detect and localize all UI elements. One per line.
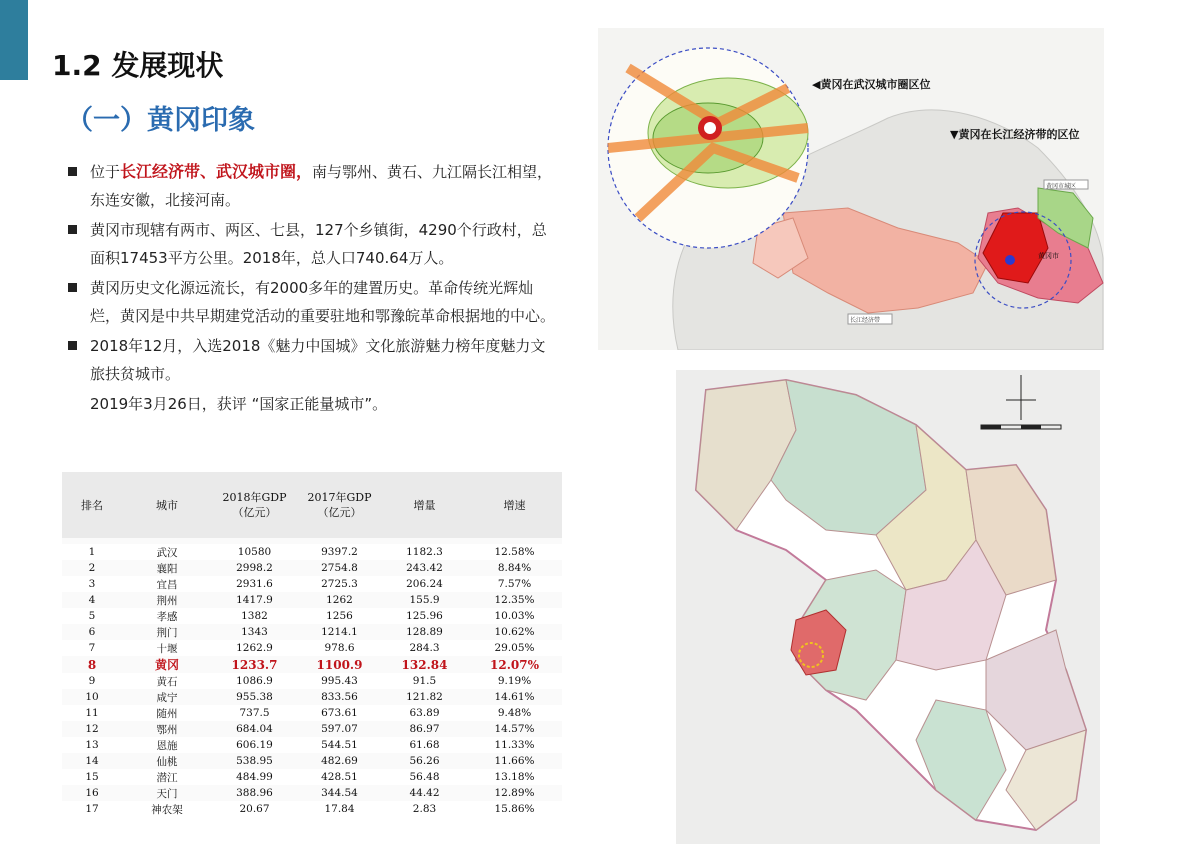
header-increase: 增量: [382, 472, 467, 538]
cell-city: 鄂州: [122, 721, 212, 737]
bullet-square-icon: [68, 341, 77, 350]
cell-increase: 206.24: [406, 578, 443, 590]
table-row: [62, 753, 562, 769]
cell-gdp-2018: 1417.9: [212, 592, 297, 608]
table-row: [62, 785, 562, 801]
cell-growth: 29.05%: [494, 642, 535, 654]
bullet-text: 黄冈市现辖有两市、两区、七县，127个乡镇街，4290个行政村，总面积17453平方公里。2018年，总人口740.64万人。: [90, 221, 547, 267]
bullet-text: 2018年12月，入选2018《魅力中国城》文化旅游魅力榜年度魅力文旅扶贫城市。: [90, 337, 546, 383]
bullet-square-icon: [68, 167, 77, 176]
cell-rank: 10: [62, 689, 122, 705]
cell-gdp-2017: 995.43: [321, 675, 358, 687]
cell-gdp-2017: 2725.3: [321, 578, 358, 590]
cell-increase: 91.5: [412, 675, 437, 687]
cell-rank: 2: [62, 560, 122, 576]
cell-rank: 13: [85, 739, 99, 751]
cell-increase: 61.68: [409, 739, 440, 751]
cell-rank: 12: [62, 721, 122, 737]
map-label-wuhan-circle: ◀黄冈在武汉城市圈区位: [812, 78, 931, 91]
bullet-administration: [66, 216, 556, 272]
cell-city: 天门: [122, 785, 212, 801]
cell-gdp-2017: 597.07: [297, 721, 382, 737]
cell-gdp-2017: 1256: [326, 610, 353, 622]
cell-city: 宜昌: [156, 578, 178, 591]
cell-gdp-2018: 20.67: [239, 803, 270, 815]
cell-city: 荆州: [122, 592, 212, 608]
header-city: 城市: [122, 472, 212, 538]
cell-gdp-2018: 1343: [212, 624, 297, 640]
bullet-square-icon: [68, 283, 77, 292]
table-header-row: [62, 472, 562, 538]
cell-city: 十堰: [156, 642, 178, 655]
table-row: [62, 769, 562, 785]
table-row: [62, 576, 562, 592]
map-label-yangtze-small: 长江经济带: [850, 317, 881, 324]
cell-growth: 10.03%: [494, 610, 535, 622]
cell-increase: 63.89: [409, 707, 440, 719]
cell-rank: 1: [88, 546, 96, 558]
cell-increase: 44.42: [382, 785, 467, 801]
header-gdp-2018: 2018年GDP（亿元）: [212, 472, 297, 538]
cell-rank: 15: [85, 771, 99, 783]
bullet-text: 南与鄂州、黄石、九江隔长江相望，东连安徽，北接河南。: [90, 163, 553, 209]
cell-city: 孝感: [156, 610, 178, 623]
cell-gdp-2018: 484.99: [236, 771, 273, 783]
cell-rank: 6: [62, 624, 122, 640]
huanggang-county-map-drawing: [676, 370, 1100, 844]
cell-growth: 8.84%: [467, 560, 562, 576]
cell-city: 仙桃: [122, 753, 212, 769]
cell-growth: 10.62%: [467, 624, 562, 640]
table-row: [62, 592, 562, 608]
cell-gdp-2017: 833.56: [297, 689, 382, 705]
table-row: [62, 705, 562, 721]
cell-rank: 11: [85, 707, 99, 719]
table-row: [62, 673, 562, 689]
bullet-text: 黄冈历史文化源远流长，有2000多年的建置历史。革命传统光辉灿烂，黄冈是中共早期建党活动的重要驻地和鄂豫皖革命根据地的中心。: [90, 279, 556, 325]
cell-increase: 132.84: [382, 656, 467, 673]
header-rank: 排名: [62, 472, 122, 538]
bullet-square-icon: [68, 225, 77, 234]
cell-gdp-2018: 684.04: [212, 721, 297, 737]
cell-rank: 4: [62, 592, 122, 608]
cell-gdp-2018: 1086.9: [236, 675, 273, 687]
bullet-location: [66, 158, 556, 214]
cell-city: 咸宁: [122, 689, 212, 705]
cell-rank: 7: [88, 642, 96, 654]
cell-growth: 11.66%: [467, 753, 562, 769]
cell-increase: 128.89: [382, 624, 467, 640]
cell-growth: 14.61%: [467, 689, 562, 705]
cell-city: 神农架: [151, 803, 183, 816]
bullet-history: [66, 274, 556, 330]
accent-bar: [0, 0, 28, 80]
map-label-yangtze-belt: ▼黄冈在长江经济带的区位: [950, 128, 1080, 141]
table-row: [62, 544, 562, 560]
cell-growth: 9.48%: [497, 707, 532, 719]
cell-rank: 17: [85, 803, 99, 815]
cell-growth: 15.86%: [494, 803, 535, 815]
cell-rank: 16: [62, 785, 122, 801]
cell-gdp-2018: 606.19: [236, 739, 273, 751]
cell-growth: 13.18%: [494, 771, 535, 783]
cell-gdp-2017: 2754.8: [297, 560, 382, 576]
cell-increase: 284.3: [409, 642, 440, 654]
cell-rank: 5: [88, 610, 96, 622]
cell-gdp-2018: 388.96: [212, 785, 297, 801]
cell-increase: 1182.3: [406, 546, 443, 558]
cell-growth: 11.33%: [494, 739, 535, 751]
cell-gdp-2017: 1262: [297, 592, 382, 608]
cell-gdp-2018: 2998.2: [212, 560, 297, 576]
section-title: 1.2 发展现状: [52, 49, 224, 82]
table-row: [62, 721, 562, 737]
header-gdp-2017: 2017年GDP（亿元）: [297, 472, 382, 538]
cell-gdp-2017: 428.51: [321, 771, 358, 783]
table-row: [62, 640, 562, 656]
huanggang-county-map: [676, 370, 1100, 844]
header-growth: 增速: [467, 472, 562, 538]
table-row: [62, 624, 562, 640]
cell-increase: 125.96: [406, 610, 443, 622]
table-row: [62, 560, 562, 576]
cell-gdp-2018: 1262.9: [236, 642, 273, 654]
cell-increase: 56.26: [382, 753, 467, 769]
cell-growth: 12.89%: [467, 785, 562, 801]
award-extra-line: 2019年3月26日，获评 “国家正能量城市”。: [90, 395, 388, 413]
cell-city: 随州: [156, 707, 178, 720]
cell-growth: 14.57%: [467, 721, 562, 737]
cell-gdp-2017: 673.61: [321, 707, 358, 719]
bullet-text: 位于: [90, 163, 121, 181]
cell-gdp-2017: 482.69: [297, 753, 382, 769]
cell-rank: 14: [62, 753, 122, 769]
bullet-awards: [66, 332, 556, 388]
bullet-list: [66, 158, 556, 418]
cell-gdp-2018: 538.95: [212, 753, 297, 769]
cell-growth: 12.07%: [467, 656, 562, 673]
cell-rank: 8: [62, 656, 122, 673]
cell-gdp-2018: 1233.7: [212, 656, 297, 673]
cell-gdp-2018: 737.5: [239, 707, 270, 719]
cell-gdp-2017: 544.51: [321, 739, 358, 751]
map-label-huanggang: 黄冈市: [1038, 252, 1059, 260]
cell-increase: 2.83: [412, 803, 437, 815]
cell-growth: 9.19%: [497, 675, 532, 687]
cell-gdp-2017: 344.54: [297, 785, 382, 801]
sub-title: （一）黄冈印象: [66, 105, 255, 136]
cell-gdp-2017: 978.6: [324, 642, 355, 654]
table-row: [62, 737, 562, 753]
cell-city: 恩施: [156, 739, 178, 752]
gdp-ranking-table: [62, 472, 562, 817]
table-row: [62, 689, 562, 705]
cell-growth: 12.35%: [467, 592, 562, 608]
cell-gdp-2017: 1100.9: [297, 656, 382, 673]
cell-rank: 9: [88, 675, 96, 687]
bullet-highlight: 长江经济带、武汉城市圈，: [120, 162, 313, 181]
cell-city: 黄冈: [122, 656, 212, 673]
regional-location-map: [598, 28, 1104, 350]
cell-increase: 121.82: [382, 689, 467, 705]
table-row: [62, 801, 562, 817]
cell-increase: 86.97: [382, 721, 467, 737]
cell-growth: 7.57%: [497, 578, 532, 590]
cell-gdp-2018: 1382: [241, 610, 268, 622]
cell-gdp-2018: 10580: [237, 546, 272, 558]
cell-gdp-2018: 2931.6: [236, 578, 273, 590]
cell-gdp-2017: 17.84: [324, 803, 355, 815]
cell-increase: 56.48: [409, 771, 440, 783]
cell-gdp-2017: 1214.1: [297, 624, 382, 640]
map-legend-label: 黄冈市城区: [1046, 183, 1077, 190]
cell-city: 襄阳: [122, 560, 212, 576]
cell-gdp-2018: 955.38: [212, 689, 297, 705]
table-row: [62, 608, 562, 624]
cell-increase: 243.42: [382, 560, 467, 576]
cell-rank: 3: [88, 578, 96, 590]
cell-increase: 155.9: [382, 592, 467, 608]
cell-growth: 12.58%: [494, 546, 535, 558]
cell-city: 潜江: [156, 771, 178, 784]
cell-city: 荆门: [122, 624, 212, 640]
cell-gdp-2017: 9397.2: [321, 546, 358, 558]
cell-city: 武汉: [156, 546, 178, 559]
table-row: [62, 656, 562, 673]
cell-city: 黄石: [156, 675, 178, 688]
